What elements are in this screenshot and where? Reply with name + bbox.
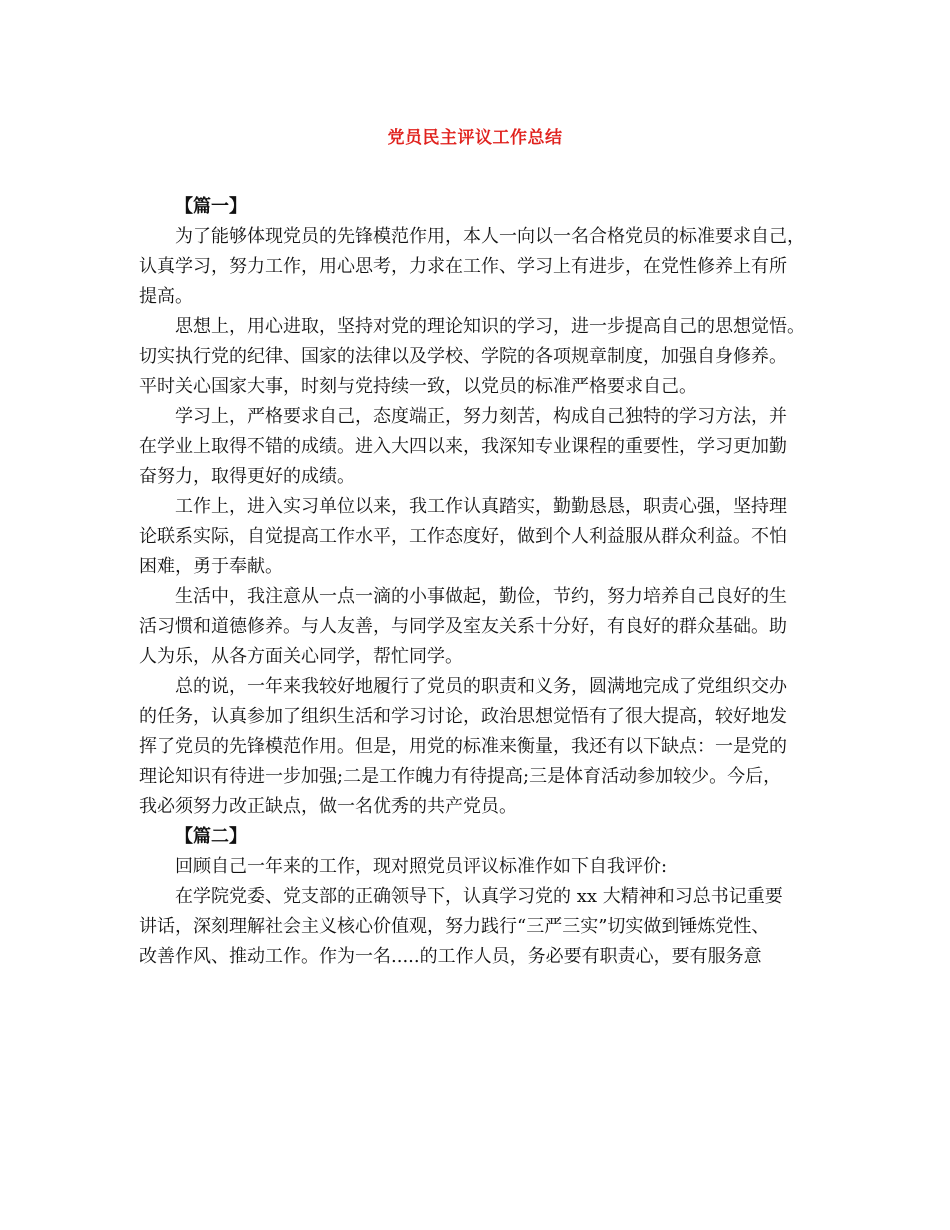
text-line: 思想上，用心进取，坚持对党的理论知识的学习，进一步提高自己的思想觉悟。 <box>175 316 805 337</box>
text-line: 回顾自己一年来的工作，现对照党员评议标准作如下自我评价: <box>175 856 668 877</box>
text-line: 工作上，进入实习单位以来，我工作认真踏实，勤勤恳恳，职责心强，坚持理 <box>175 496 787 517</box>
text-line: 切实执行党的纪律、国家的法律以及学校、学院的各项规章制度，加强自身修养。 <box>139 346 787 367</box>
text-line: 在学院党委、党支部的正确领导下，认真学习党的 xx 大精神和习总书记重要 <box>175 886 783 907</box>
text-line: 奋努力，取得更好的成绩。 <box>139 466 355 487</box>
text-line: 为了能够体现党员的先锋模范作用，本人一向以一名合格党员的标准要求自己， <box>175 226 805 247</box>
text-line: 生活中，我注意从一点一滴的小事做起，勤俭，节约，努力培养自己良好的生 <box>175 586 787 607</box>
text-line: 挥了党员的先锋模范作用。但是，用党的标准来衡量，我还有以下缺点：一是党的 <box>139 736 787 757</box>
text-line: 讲话，深刻理解社会主义核心价值观，努力践行“三严三实”切实做到锤炼党性、 <box>139 916 770 937</box>
text-line: 改善作风、推动工作。作为一名.....的工作人员，务必要有职责心，要有服务意 <box>139 946 762 967</box>
text-line: 平时关心国家大事，时刻与党持续一致，以党员的标准严格要求自己。 <box>139 376 697 397</box>
document-body <box>139 192 819 972</box>
document-title: 党员民主评议工作总结 <box>387 128 563 148</box>
text-line: 我必须努力改正缺点，做一名优秀的共产党员。 <box>139 796 517 817</box>
text-line: 人为乐，从各方面关心同学，帮忙同学。 <box>139 646 463 667</box>
text-line: 理论知识有待进一步加强;二是工作魄力有待提高;三是体育活动参加较少。今后， <box>139 766 782 787</box>
text-line: 的任务，认真参加了组织生活和学习讨论，政治思想觉悟有了很大提高，较好地发 <box>139 706 787 727</box>
text-line: 认真学习，努力工作，用心思考，力求在工作、学习上有进步，在党性修养上有所 <box>139 256 787 277</box>
text-line: 困难，勇于奉献。 <box>139 556 283 577</box>
text-line: 提高。 <box>139 286 193 307</box>
text-line: 活习惯和道德修养。与人友善，与同学及室友关系十分好，有良好的群众基础。助 <box>139 616 787 637</box>
section-heading: 【篇二】 <box>175 826 247 847</box>
text-line: 学习上，严格要求自己，态度端正，努力刻苦，构成自己独特的学习方法，并 <box>175 406 787 427</box>
text-line: 在学业上取得不错的成绩。进入大四以来，我深知专业课程的重要性，学习更加勤 <box>139 436 787 457</box>
text-line: 总的说，一年来我较好地履行了党员的职责和义务，圆满地完成了党组织交办 <box>175 676 787 697</box>
section-heading: 【篇一】 <box>175 196 247 217</box>
text-line: 论联系实际，自觉提高工作水平，工作态度好，做到个人利益服从群众利益。不怕 <box>139 526 787 547</box>
